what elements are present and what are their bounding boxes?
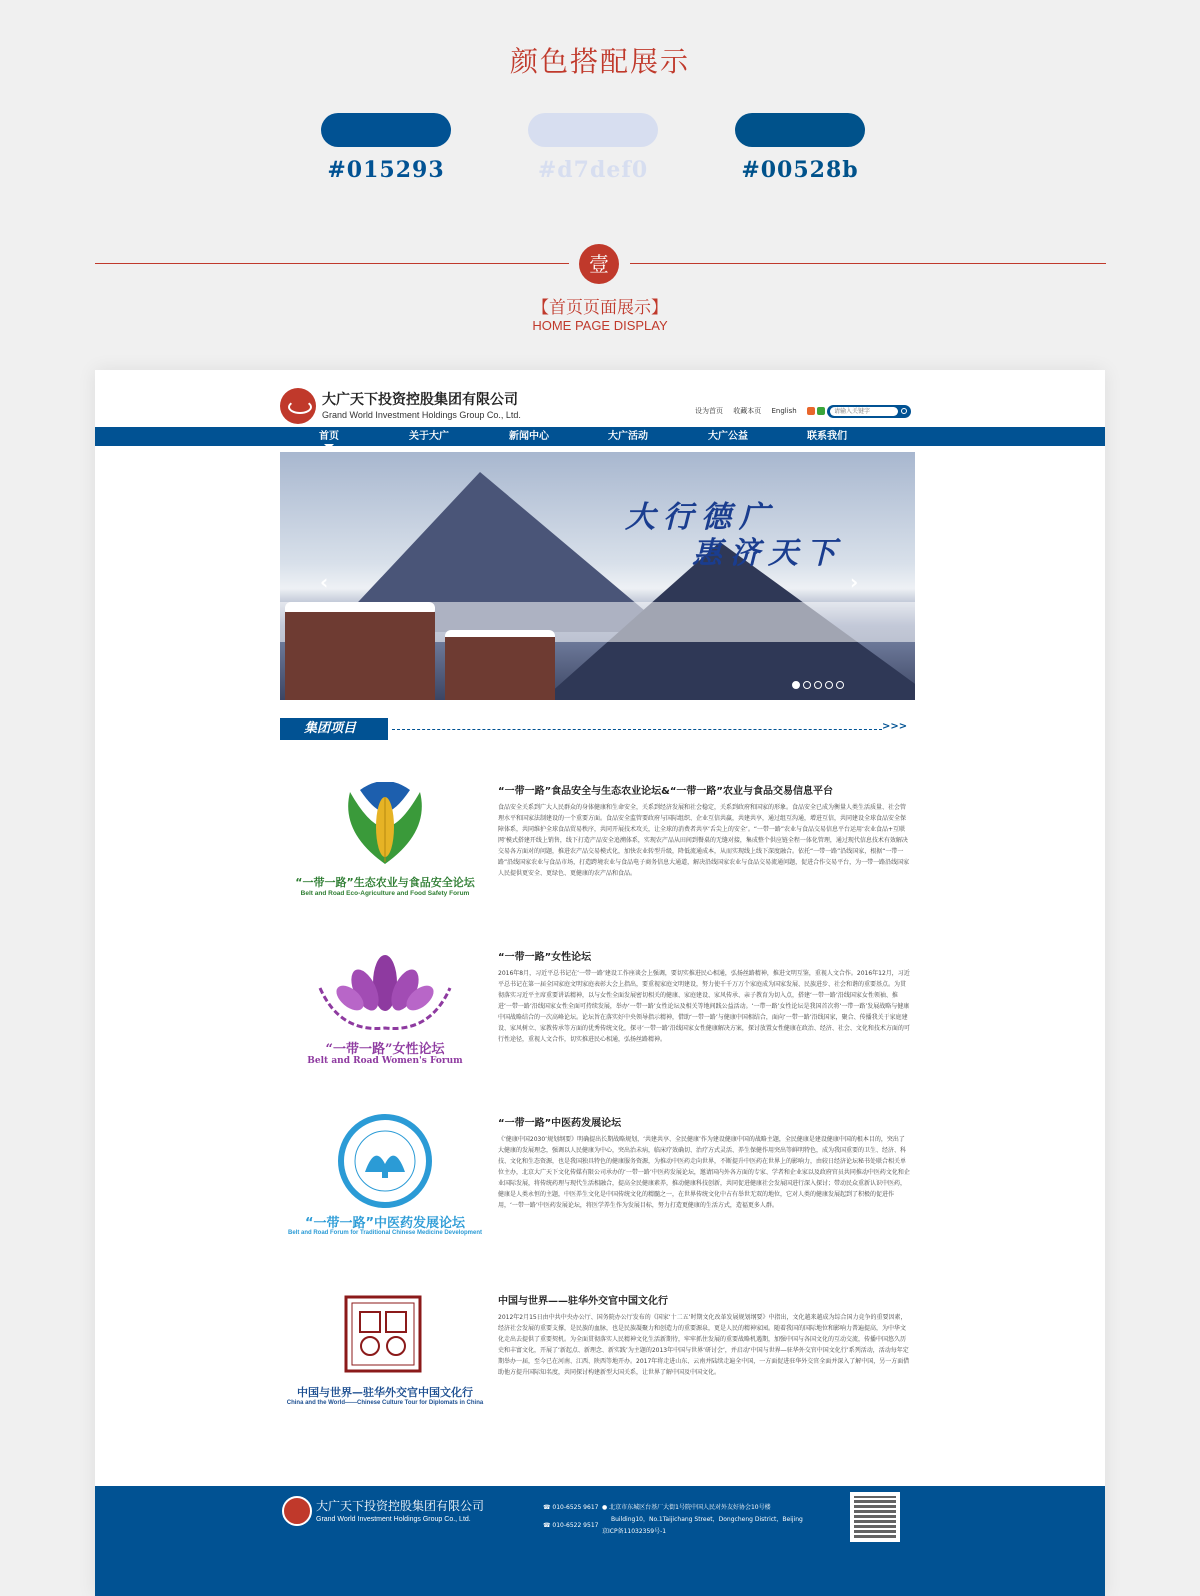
- projects-more-icon[interactable]: >>>: [882, 721, 908, 732]
- project-logo-cn: “一带一路”女性论坛: [325, 1042, 445, 1057]
- footer-logo[interactable]: [282, 1494, 502, 1534]
- weibo-icon[interactable]: [807, 407, 815, 415]
- swatch-015293: [321, 113, 451, 147]
- projects-heading-label: 集团项目: [280, 718, 388, 740]
- top-links: [695, 406, 827, 416]
- banner-slogan-1: 大行德广: [625, 500, 777, 535]
- banner-pagination: [792, 674, 847, 693]
- link-bookmark[interactable]: 收藏本页: [733, 407, 762, 415]
- projects-heading: [280, 718, 910, 740]
- project-logo[interactable]: [280, 1292, 490, 1422]
- wheat-leaf-icon: [280, 782, 490, 872]
- section-title-en: HOME PAGE DISPLAY: [532, 318, 668, 333]
- section-divider-right: [630, 263, 1106, 264]
- project-item: [280, 1114, 910, 1264]
- project-title[interactable]: “一带一路”女性论坛: [498, 952, 592, 963]
- section-number-badge: 壹: [579, 244, 619, 284]
- site-footer: [95, 1486, 1105, 1596]
- swatch-d7def0: [528, 113, 658, 147]
- nav-charity[interactable]: 大广公益: [708, 431, 748, 442]
- search-input[interactable]: [830, 407, 898, 416]
- project-logo-en: Belt and Road Eco-Agriculture and Food Safety Forum: [300, 890, 470, 897]
- lotus-icon: [280, 948, 490, 1038]
- seal-stamp-icon: [280, 1292, 490, 1382]
- footer-address-cn: ● 北京市东城区台基厂大街1号院中国人民对外友好协会10号楼: [602, 1504, 771, 1511]
- logo-mark-icon: [280, 388, 316, 424]
- project-logo[interactable]: [280, 1114, 490, 1244]
- banner-dot[interactable]: [803, 681, 811, 689]
- project-item: [280, 1292, 910, 1432]
- project-logo-cn: “一带一路”中医药发展论坛: [304, 1216, 466, 1231]
- footer-address-en: Building10，No.1Taijichang Street，Dongcheng District，Beijing: [611, 1516, 803, 1523]
- project-description: 2016年8月，习近平总书记在‘一带一路’建设工作座谈会上强调，要切实推进民心相通，弘扬丝路精神，推进文明互鉴，重视人文合作。2016年12月，习近平总书记在第一届全国家庭文明家庭表彰大会上指出，要重视家庭文明建设，努力使千千万万个家庭成为国家发展、民族进步、社会和谐的重要基点。为贯彻落实习近平主席重要讲话精神，以与女性全面发展密切相关的健康、家庭建设、家风传承、亲子教育为切入点，搭建‘一带一路’沿线国家女性领袖、推进‘一带一路’沿线国家女性全面可持续发展，举办‘一带一路’女性论坛及相关等地间践公益活动。‘一带一路’女性论坛是我国首次将‘一带一路’发展战略与健康中国战略结合的一次高峰论坛。论坛旨在落实好中央领导指示精神，借助‘一带一路’与健康中国相结合，面向‘一带一路’沿线国家，聚合、传播我关于家庭建设、家风树立、家教传承等方面的优秀传统文化，探寻‘一带一路’沿线国家女性健康解决方案，探讨放置女性健康在政治、经济、社会、文化和技术方面的可行性途径，重视人文合作，切实推进民心相通，弘扬丝路精神。: [498, 970, 910, 1043]
- logo-name-en: Grand World Investment Holdings Group Co., Ltd.: [322, 410, 521, 420]
- nav-activities[interactable]: 大广活动: [608, 431, 648, 442]
- swatch-code-00528b: #00528b: [741, 157, 859, 183]
- footer-phone-2-value: 010-6522 9517: [552, 1522, 599, 1529]
- site-logo[interactable]: [280, 388, 530, 424]
- banner-prev-icon[interactable]: ‹: [320, 570, 329, 594]
- nav-contact[interactable]: 联系我们: [807, 431, 847, 442]
- wechat-icon[interactable]: [817, 407, 825, 415]
- tcm-seal-icon: [280, 1114, 490, 1209]
- banner-dot[interactable]: [814, 681, 822, 689]
- project-description: 《‘健康中国2030’规划纲要》明确提出长期战略规划，‘共建共享、全民健康’作为建设健康中国的战略主题，全民健康是建设健康中国的根本目的，突出了大健康的发展理念，强调以人民健康为中心，突出治未病，临床疗效确切、治疗方式灵活、养生保健作用突出等鲜明特色，成为我国重要的卫生、经济、科技、文化和生态资源，也是我国独具特色的健康服务资源，为推动中医药走向世界，不断提升中医药在世界上的影响力，由较日经济论坛秘书处联合相关单位主办，北京大广天下文化传媒有限公司承办的‘一带一路’中医药发展论坛，邀请国内外各方面的专家、学者和企业家以及政府官员共同推动中医药文化和企业国际发展，将传统药理与现代生活相融合，提高全民健康素养，推动健康科技创新，共同促进健康社会发展国进行深入探讨；带动民众重新认识中医药，健康是人类永恒的主题，中医养生文化是中国传统文化的精髓之一，在世界传统文化中占有举世无双的地位，它对人类的健康发展起到了积极的促进作用，‘一带一路’中医药发展论坛，将医学养生作为发展目标，努力打造更健康的生活方式，造福更多人群。: [498, 1136, 910, 1209]
- footer-phone-1-value: 010-6525 9617: [552, 1504, 599, 1511]
- main-nav: [95, 427, 1105, 446]
- project-item: [280, 782, 910, 922]
- project-description: 食品安全关系到广大人民群众的身体健康和生命安全，关系到经济发展和社会稳定，关系到政府和国家的形象。食品安全已成为衡量人类生活质量、社会管理水平和国家法制建设的一个重要方面。食品安全监管要政府与国际组织、企业互信共赢，共建共享，通过组互沟通，增进互信，共同建设全球食品安全保障体系，共同维护全球食品贸易秩序，共同开展技术攻关，让全球的消费者共享‘舌尖上的安全’。“一带一路”农业与食品交易信息平台运用‘农业食品+互联网’模式搭建开线上销售，线下打造产品安全追溯体系，实现农产品从田间到餐桌的无缝对接，集成整个供应链全程一体化管理，通过现代信息技术有效解决交易各方面对的问题，推进农产品交易模式化，加快农业转型升级，降低流通成本，从而实现线上线下深度融合。依托“一带一路”沿线国家，根据“一带一路”沿线国家农业与食品市场，打造跨境农业与食品电子商务信息大通道，解决沿线国家农业与食品交易流通问题，促进合作交易平台，为一带一路沿线国家人民提供更安全、更绿色、更健康的农产品和食品。: [498, 804, 910, 877]
- nav-news[interactable]: 新闻中心: [509, 431, 549, 442]
- homepage-mockup: [95, 370, 1105, 1596]
- project-title[interactable]: “一带一路”中医药发展论坛: [498, 1118, 622, 1129]
- project-title[interactable]: 中国与世界——驻华外交官中国文化行: [498, 1296, 668, 1307]
- project-item: [280, 948, 910, 1088]
- footer-phone-2: ☎ 010-6522 9517: [543, 1522, 599, 1529]
- search-box: [827, 405, 911, 418]
- project-title[interactable]: “一带一路”食品安全与生态农业论坛&“一带一路”农业与食品交易信息平台: [498, 786, 834, 797]
- footer-phone-1: ☎ 010-6525 9617: [543, 1504, 599, 1511]
- color-display-title: 颜色搭配展示: [509, 45, 690, 78]
- project-logo-en: Belt and Road Forum for Traditional Chinese Medicine Development: [287, 1230, 483, 1236]
- swatch-code-d7def0: #d7def0: [537, 157, 649, 183]
- banner-next-icon[interactable]: ›: [850, 570, 859, 594]
- nav-active-caret-icon: [324, 444, 334, 449]
- swatch-00528b: [735, 113, 865, 147]
- logo-name-cn: 大广天下投资控股集团有限公司: [322, 392, 518, 408]
- section-divider-left: [95, 263, 569, 264]
- footer-address-cn-value: 北京市东城区台基厂大街1号院中国人民对外友好协会10号楼: [609, 1504, 771, 1511]
- section-title-cn: 【首页页面展示】: [532, 298, 668, 318]
- project-logo-en: Belt and Road Women's Forum: [307, 1056, 463, 1066]
- banner-wall: [285, 612, 435, 700]
- project-logo-cn: 中国与世界—驻华外交官中国文化行: [297, 1386, 473, 1399]
- project-description: 2012年2月15日由中共中央办公厅、国务院办公厅发布的《国家‘十二五’时期文化改革发展规划纲要》中指出，文化越来越成为综合国力竞争的重要因素，经济社会发展的重要支撑，是民族的血脉，也是民族凝聚力和创造力的重要源泉，更是人民的精神家园。随着我国的国际地位和影响力普遍提高，为中华文化走出去提供了重要契机。为全面贯彻落实人民精神文化生活新期待，牢牢抓住发展的重要战略机遇期，加强中国与各国文化的互动交流，传播中国悠久历史和丰富文化，开展了‘新起点、新理念、新实践’为主题的2013年中国与世界‘研讨会’，并启动‘中国与世界—驻华外交官中国文化行’系列活动，活动每年定期举办一届，至今已在河南、江西、陕西等地开办。2017年将走进山东、云南并陆续走遍全中国，一方面促进驻华外交官全面并深入了解中国，另一方面借助他方提升国际知名度，共同探讨构建新型大国关系，让世界了解中国及中国文化。: [498, 1314, 910, 1376]
- qr-code-icon: [854, 1496, 896, 1538]
- nav-about[interactable]: 关于大广: [409, 431, 449, 442]
- banner-wall-2: [445, 637, 555, 700]
- projects-heading-line: [392, 729, 882, 730]
- project-logo-en: China and the World——Chinese Culture Tour for Diplomats in China: [286, 1400, 484, 1406]
- banner-dot[interactable]: [825, 681, 833, 689]
- project-logo[interactable]: [280, 782, 490, 912]
- project-logo-cn: “一带一路”生态农业与食品安全论坛: [295, 876, 475, 889]
- hero-banner[interactable]: [280, 452, 915, 700]
- swatch-code-015293: #015293: [327, 157, 445, 183]
- footer-logo-en: Grand World Investment Holdings Group Co., Ltd.: [316, 1516, 471, 1523]
- footer-logo-cn: 大广天下投资控股集团有限公司: [316, 1499, 485, 1513]
- nav-home[interactable]: 首页: [319, 431, 339, 442]
- link-english[interactable]: English: [771, 407, 797, 415]
- footer-qr-code: [850, 1492, 900, 1542]
- footer-logo-mark-icon: [282, 1496, 312, 1526]
- project-logo[interactable]: [280, 948, 490, 1078]
- banner-dot[interactable]: [836, 681, 844, 689]
- link-set-homepage[interactable]: 设为首页: [695, 407, 723, 415]
- search-icon[interactable]: [901, 408, 907, 414]
- footer-icp: 京ICP备11032359号-1: [602, 1528, 667, 1535]
- banner-slogan-2: 惠济天下: [692, 536, 844, 571]
- banner-dot[interactable]: [792, 681, 800, 689]
